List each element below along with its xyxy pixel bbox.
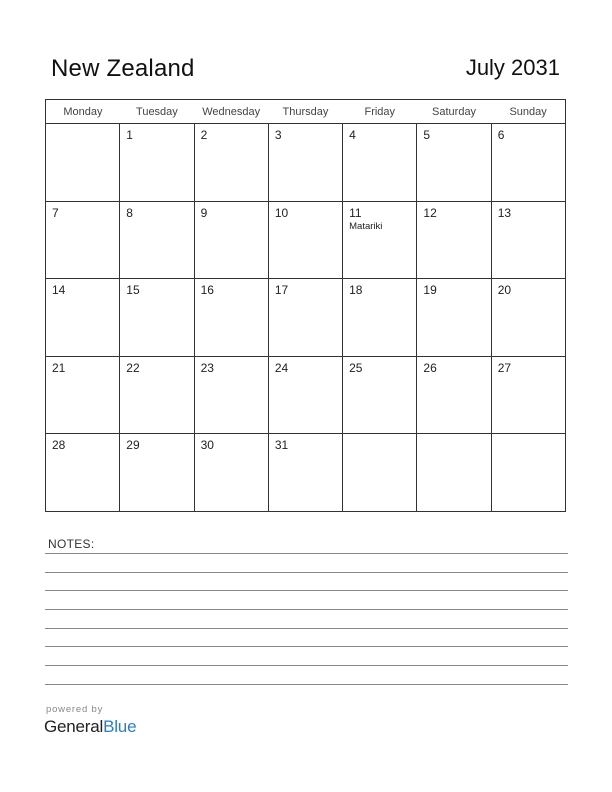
brand-general: General xyxy=(44,717,104,736)
day-number: 9 xyxy=(200,205,208,220)
weekday-header: Tuesday xyxy=(120,100,194,124)
day-number: 11 xyxy=(349,205,362,220)
notes-label: NOTES: xyxy=(48,537,95,551)
calendar-day-cell xyxy=(417,279,491,357)
weekday-header: Sunday xyxy=(491,100,565,124)
day-number: 31 xyxy=(274,438,289,453)
calendar-day-cell xyxy=(46,124,120,202)
country-title: New Zealand xyxy=(51,55,195,82)
day-number: 25 xyxy=(349,360,363,375)
calendar-day-cell xyxy=(46,434,120,512)
weekday-header: Monday xyxy=(46,100,120,124)
day-number: 30 xyxy=(200,438,214,453)
day-number: 14 xyxy=(52,283,66,298)
calendar-day-cell xyxy=(417,356,491,434)
brand-blue: Blue xyxy=(103,717,137,736)
note-line xyxy=(45,609,568,610)
note-line xyxy=(45,665,568,666)
calendar-day-cell xyxy=(120,434,194,512)
day-number: 27 xyxy=(497,360,512,375)
calendar-day-cell xyxy=(268,356,342,434)
calendar-day-cell xyxy=(343,124,417,202)
day-number: 24 xyxy=(274,360,289,375)
day-number: 3 xyxy=(274,128,282,142)
calendar-week-row xyxy=(46,356,566,434)
calendar-week-row xyxy=(46,201,566,279)
calendar-week-row xyxy=(46,124,566,202)
weekday-header: Wednesday xyxy=(194,100,268,124)
day-number: 6 xyxy=(497,128,505,142)
day-number: 17 xyxy=(274,283,289,298)
holiday-label: Matariki xyxy=(349,220,383,232)
calendar-day-cell xyxy=(343,434,417,512)
day-number: 5 xyxy=(423,128,431,142)
day-number: 23 xyxy=(200,360,214,375)
day-number: 8 xyxy=(126,205,133,220)
day-number: 29 xyxy=(126,438,140,453)
weekday-header: Friday xyxy=(343,100,417,124)
day-number: 28 xyxy=(52,438,66,453)
calendar-day-cell xyxy=(491,124,565,202)
calendar-day-cell xyxy=(491,201,565,279)
weekday-header: Saturday xyxy=(417,100,491,124)
calendar-day-cell xyxy=(268,201,342,279)
calendar-day-cell xyxy=(343,356,417,434)
note-line xyxy=(45,646,568,647)
day-number: 18 xyxy=(349,283,363,298)
day-number: 7 xyxy=(52,205,59,220)
day-number: 15 xyxy=(126,283,140,298)
note-line xyxy=(45,572,568,573)
calendar-day-cell xyxy=(268,279,342,357)
note-line xyxy=(45,590,568,591)
calendar-day-cell xyxy=(46,356,120,434)
day-number: 19 xyxy=(423,283,437,298)
calendar-day-cell xyxy=(491,356,565,434)
calendar-day-cell xyxy=(491,434,565,512)
day-number: 26 xyxy=(423,360,437,375)
day-number: 13 xyxy=(497,205,512,220)
calendar-day-cell xyxy=(46,279,120,357)
day-number: 12 xyxy=(423,205,437,220)
calendar-day-cell xyxy=(194,434,268,512)
calendar-day-cell xyxy=(343,201,417,279)
day-number: 1 xyxy=(126,128,133,142)
calendar-day-cell xyxy=(194,356,268,434)
calendar-day-cell xyxy=(46,201,120,279)
calendar-day-cell xyxy=(194,201,268,279)
calendar-day-cell xyxy=(194,124,268,202)
generalblue-logo[interactable] xyxy=(44,717,136,737)
calendar-day-cell xyxy=(268,124,342,202)
day-number: 10 xyxy=(274,205,289,220)
note-line xyxy=(45,553,568,554)
day-number: 2 xyxy=(200,128,208,142)
calendar-day-cell xyxy=(417,434,491,512)
calendar-day-cell xyxy=(120,201,194,279)
powered-by-text: powered by xyxy=(46,704,104,715)
calendar-day-cell xyxy=(491,279,565,357)
calendar-day-cell xyxy=(194,279,268,357)
calendar-day-cell xyxy=(417,201,491,279)
month-year-title: July 2031 xyxy=(465,55,560,80)
note-line xyxy=(45,628,568,629)
day-number: 22 xyxy=(126,360,140,375)
calendar-grid xyxy=(45,99,566,512)
calendar-week-row xyxy=(46,434,566,512)
day-number: 20 xyxy=(497,283,512,298)
calendar-day-cell xyxy=(268,434,342,512)
day-number: 16 xyxy=(200,283,214,298)
day-number: 21 xyxy=(52,360,66,375)
note-line xyxy=(45,684,568,685)
calendar-day-cell xyxy=(120,124,194,202)
weekday-header: Thursday xyxy=(268,100,342,124)
day-number: 4 xyxy=(349,128,356,142)
calendar-day-cell xyxy=(120,279,194,357)
calendar-day-cell xyxy=(343,279,417,357)
calendar-body xyxy=(46,124,566,512)
calendar-day-cell xyxy=(417,124,491,202)
weekday-header-row xyxy=(46,100,566,124)
calendar-day-cell xyxy=(120,356,194,434)
calendar-week-row xyxy=(46,279,566,357)
